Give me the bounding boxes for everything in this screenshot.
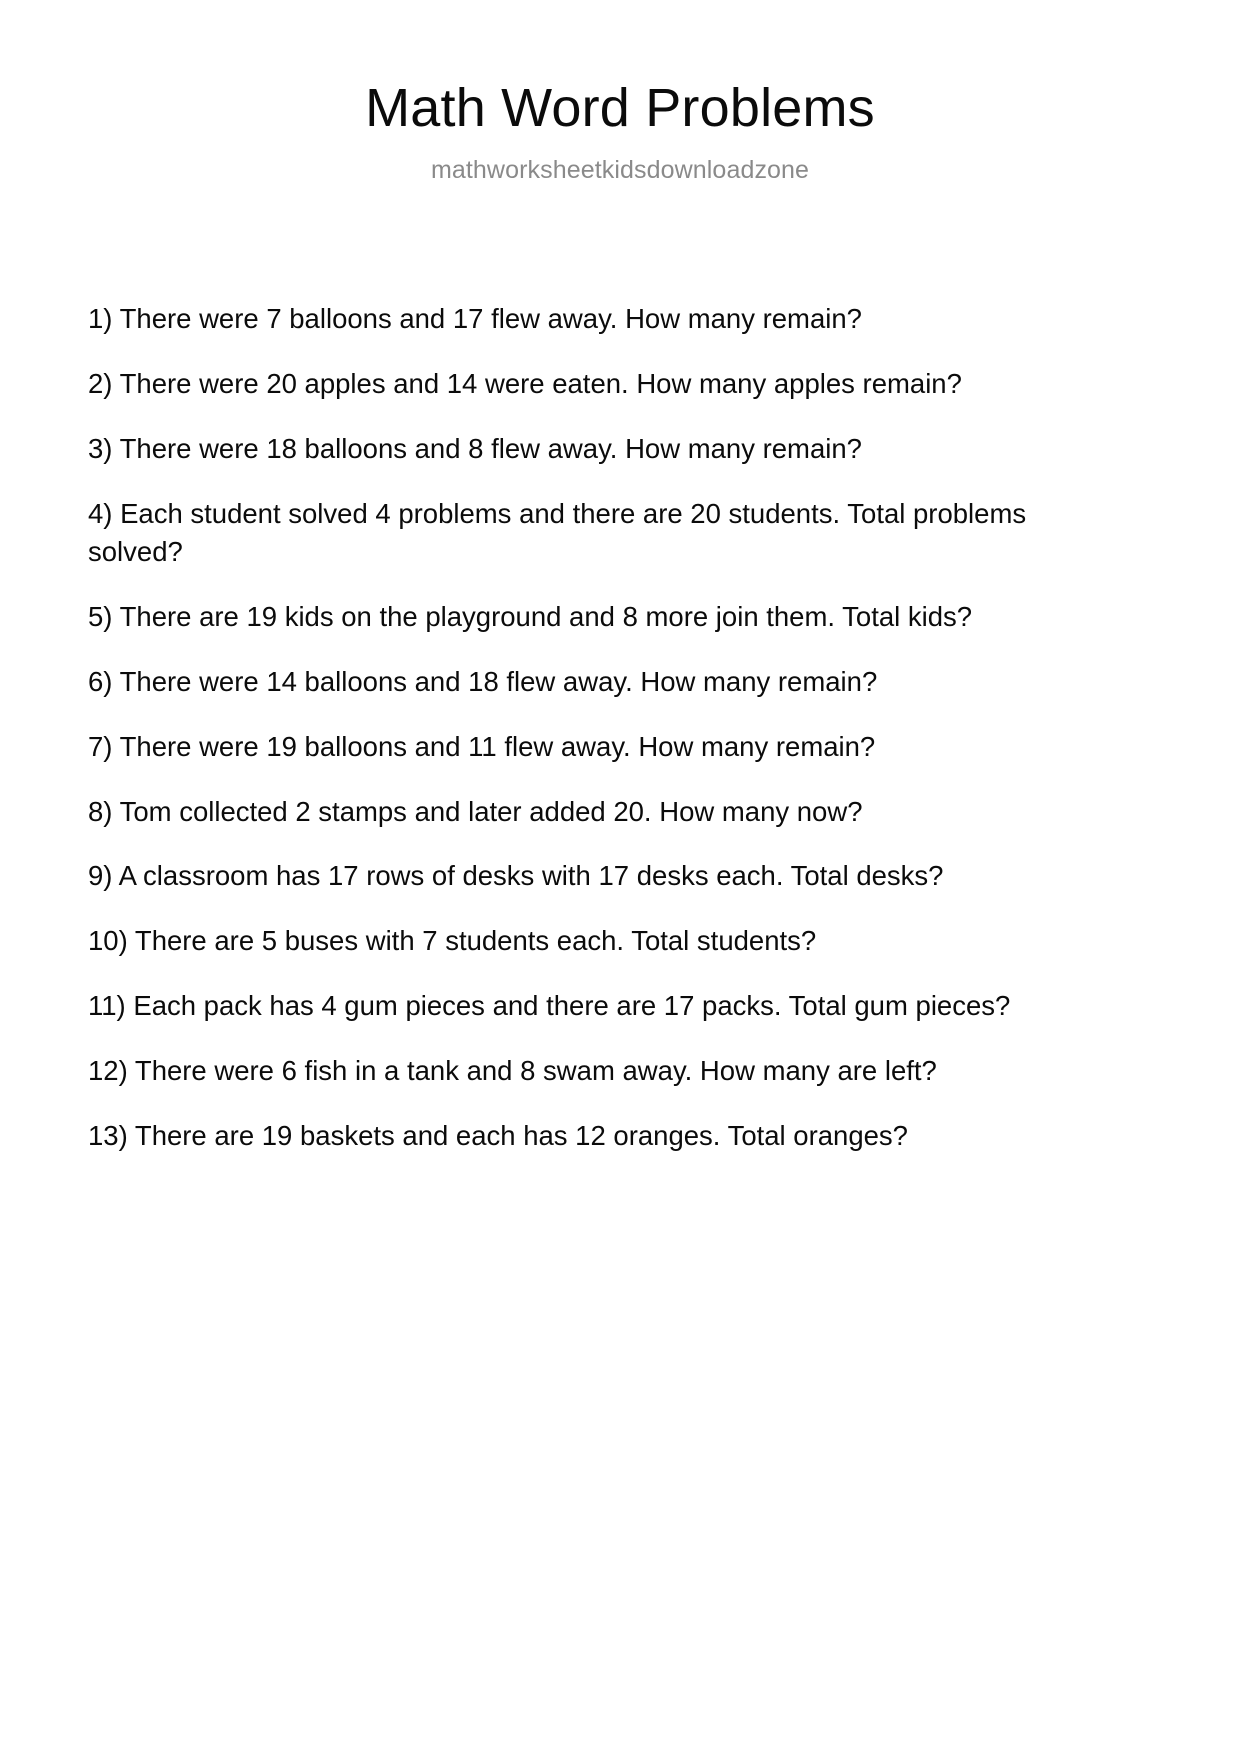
list-item: 2) There were 20 apples and 14 were eaten. How many apples remain? xyxy=(88,367,962,399)
page-subtitle: mathworksheetkidsdownloadzone xyxy=(430,156,810,185)
list-item: 4) Each student solved 4 problems and there are 20 students. Total problems solved? xyxy=(88,497,1027,567)
list-item: 9) A classroom has 17 rows of desks with 17 desks each. Total desks? xyxy=(88,860,944,892)
list-item: 1) There were 7 balloons and 17 flew away. How many remain? xyxy=(88,303,862,334)
list-item: 6) There were 14 balloons and 18 flew away. How many remain? xyxy=(88,665,878,697)
page-title: Math Word Problems xyxy=(365,78,875,138)
list-item: 3) There were 18 balloons and 8 flew away. How many remain? xyxy=(88,432,862,464)
problem-list xyxy=(88,300,1040,1182)
list-item: 7) There were 19 balloons and 11 flew away. How many remain? xyxy=(88,730,876,762)
worksheet-header xyxy=(0,0,1240,185)
list-item: 10) There are 5 buses with 7 students each. Total students? xyxy=(88,925,817,957)
list-item: 8) Tom collected 2 stamps and later added 20. How many now? xyxy=(88,795,863,827)
list-item: 11) Each pack has 4 gum pieces and there are 17 packs. Total gum pieces? xyxy=(88,990,1011,1022)
list-item: 5) There are 19 kids on the playground and 8 more join them. Total kids? xyxy=(88,600,973,632)
list-item: 12) There were 6 fish in a tank and 8 swam away. How many are left? xyxy=(88,1055,937,1087)
list-item: 13) There are 19 baskets and each has 12 oranges. Total oranges? xyxy=(88,1120,908,1152)
